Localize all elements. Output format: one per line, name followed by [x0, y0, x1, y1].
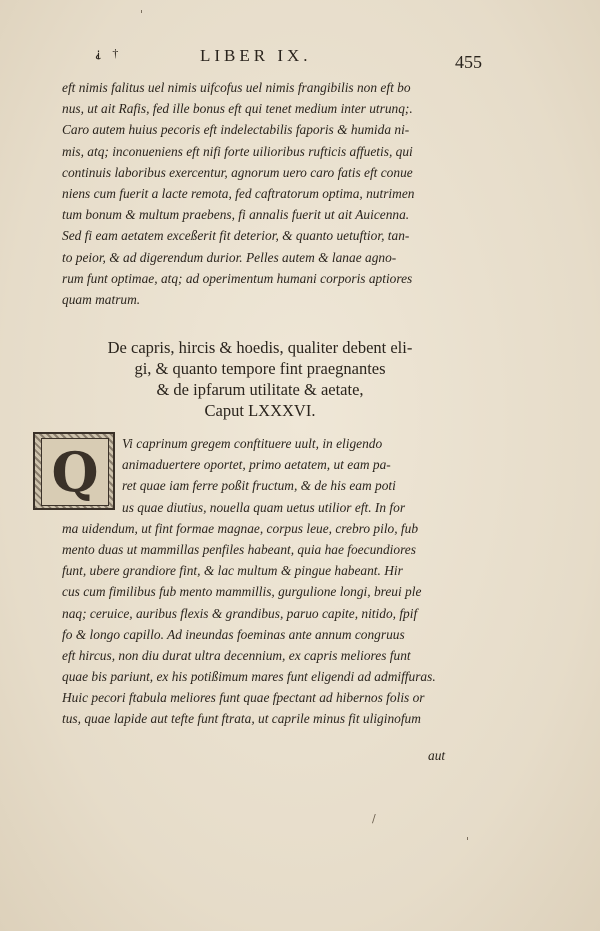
- text-line: ma uidendum, ut fint formae magnae, corpus leue, crebro pilo, fub: [62, 520, 419, 536]
- text-line: to peior, & ad digerendum durior. Pelles autem & lanae agno-: [62, 249, 397, 265]
- paper-mark: /: [372, 812, 376, 825]
- text-line: mento duas ut mammillas penfiles habeant, quia hae foecundiores: [62, 541, 416, 557]
- text-line: tum bonum & multum praebens, fi annalis fuerit ut ait Auicenna.: [62, 207, 410, 223]
- text-line: mis, atq; inconueniens eft nifi forte uilioribus rufticis affuetis, qui: [62, 143, 413, 159]
- page-number: 455: [455, 52, 482, 72]
- text-line: Sed fi eam aetatem exceßerit fit deterior, & quanto uetuftior, tan-: [62, 228, 410, 244]
- text-line: Vi caprinum gregem conftituere uult, in eligendo: [122, 436, 383, 451]
- text-line: quam matrum.: [62, 291, 141, 307]
- paragraph-2: [62, 433, 472, 730]
- paper-mark: ': [466, 835, 470, 848]
- paragraph-1: [62, 77, 472, 310]
- initial-letter: Q: [41, 438, 109, 506]
- text-line: funt, ubere grandiore fint, & lac multum & pingue habeant. Hir: [62, 563, 403, 579]
- text-line: naq; ceruice, auribus flexis & grandibus, paruo capite, nitido, fpif: [62, 605, 418, 621]
- heading-line: & de ipfarum utilitate & aetate,: [156, 380, 364, 399]
- heading-line: gi, & quanto tempore fint praegnantes: [134, 359, 386, 378]
- chapter-heading: [50, 337, 470, 421]
- paper-mark: ': [140, 8, 144, 21]
- text-line: animaduertere oportet, primo aetatem, ut eam pa-: [122, 457, 391, 473]
- text-line: quae bis pariunt, ex his potißimum mares funt eligendi ad admiffuras.: [62, 669, 436, 685]
- catchword: aut: [428, 748, 446, 763]
- text-line: rum funt optimae, atq; ad operimentum humani corporis aptiores: [62, 270, 413, 286]
- text-line: Huic pecori ftabula meliores funt quae fpectant ad hibernos folis or: [62, 690, 425, 706]
- header-title: LIBER IX.: [200, 46, 312, 65]
- heading-line: De capris, hircis & hoedis, qualiter debent eli-: [107, 338, 413, 357]
- text-line: cus cum fimilibus fub mento mammillis, gurgulione longi, breui ple: [62, 584, 422, 600]
- text-line: eft hircus, non diu durat ultra decennium, ex capris meliores funt: [62, 647, 411, 663]
- text-line: ret quae iam ferre poßit fructum, & de his eam poti: [122, 478, 396, 494]
- chapter-number: Caput LXXXVI.: [204, 401, 316, 420]
- text-line: continuis laboribus exercentur, agnorum uero caro fatis eft conue: [62, 164, 413, 180]
- text-line: nus, ut ait Rafis, fed ille bonus eft qui tenet medium inter utrunq;.: [62, 101, 413, 117]
- header-marker: ⸘ †: [95, 46, 123, 60]
- text-line: tus, quae lapide aut tefte funt ftrata, ut caprile minus fit uliginofum: [62, 711, 421, 727]
- text-line: us quae diutius, nouella quam uetus utilior eft. In for: [122, 499, 406, 515]
- text-line: eft nimis falitus uel nimis uifcofus uel nimis frangibilis non eft bo: [62, 80, 411, 95]
- text-line: Caro autem huius pecoris eft indelectabilis faporis & humida ni-: [62, 122, 410, 138]
- text-line: fo & longo capillo. Ad ineundas foeminas ante annum congruus: [62, 626, 405, 642]
- text-line: niens cum fuerit a lacte remota, fed caftratorum optima, nutrimen: [62, 185, 415, 201]
